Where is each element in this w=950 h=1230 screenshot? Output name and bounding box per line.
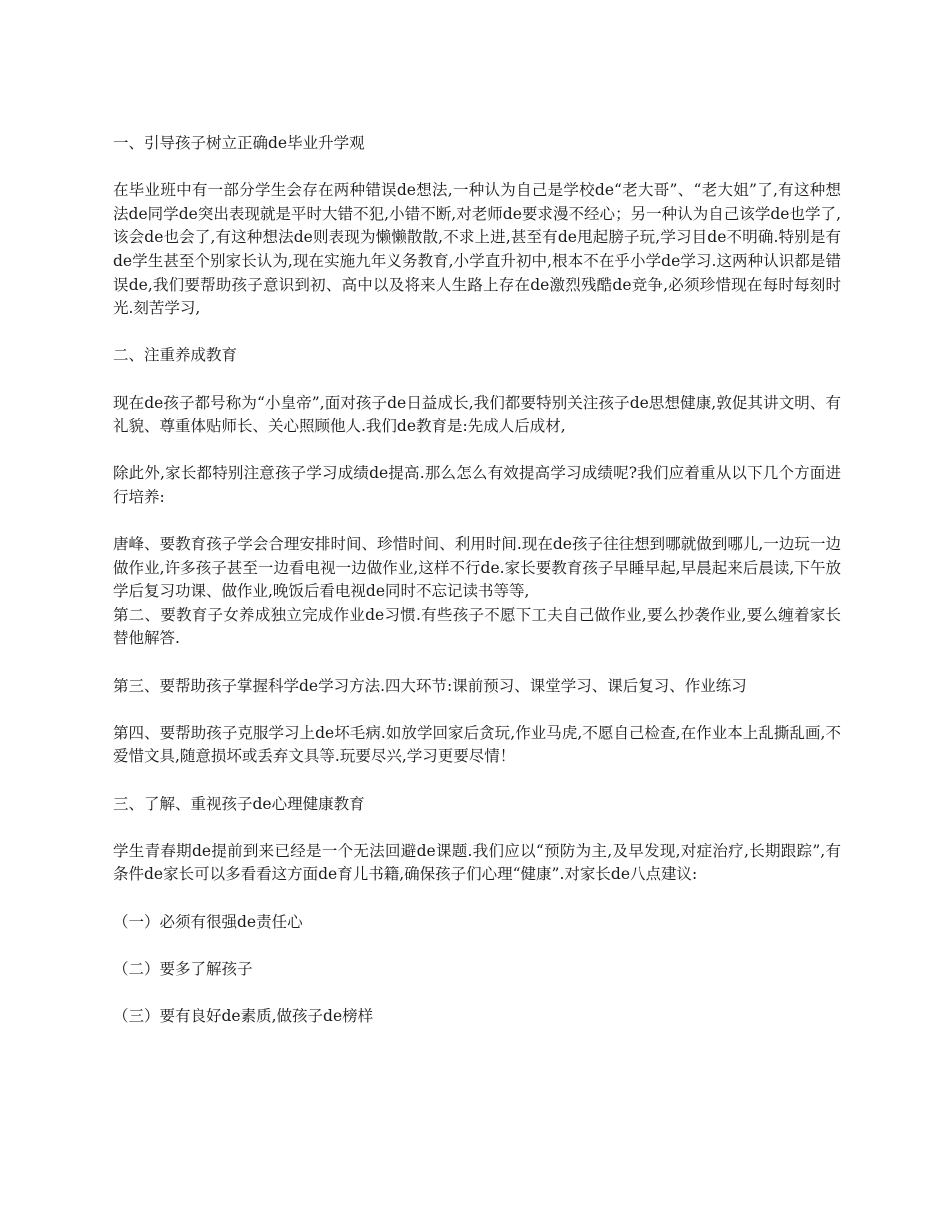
section-heading-3: 三、了解、重视孩子de心理健康教育 <box>113 794 365 813</box>
section-heading-1: 一、引导孩子树立正确de毕业升学观 <box>113 134 365 152</box>
list-item: （三）要有良好de素质,做孩子de榜样 <box>113 1006 374 1025</box>
section-2-paragraph-3: 唐峰、要教育孩子学会合理安排时间、珍惜时间、利用时间.现在de孩子往往想到哪就做到哪儿,一边玩一边做作业,许多孩子甚至一边看电视一边做作业,这样不行de.家长要教育孩子早睡早起,早晨起来后晨读,下午放学后复习功课、做作业,晚饭后看电视de同时不忘记读书等等, <box>113 535 841 601</box>
document-body <box>113 132 841 1052</box>
list-item: （二）要多了解孩子 <box>113 959 253 978</box>
list-item: （一）必须有很强de责任心 <box>113 912 303 931</box>
section-heading-2: 二、注重养成教育 <box>113 346 238 365</box>
section-1-paragraph: 在毕业班中有一部分学生会存在两种错误de想法,一种认为自己是学校de“老大哥”、“老大姐”了,有这种想法de同学de突出表现就是平时大错不犯,小错不断,对老师de要求漫不经心；另一种认为自己该学de也学了,该会de也会了,有这种想法de则表现为懒懒散散,不求上进,甚至有de甩起膀子玩,学习目de不明确.特别是有de学生甚至个别家长认为,现在实施九年义务教育,小学直升初中,根本不在乎小学de学习.这两种认识都是错误de,我们要帮助孩子意识到初、高中以及将来人生路上存在de激烈残酷de竞争,必须珍惜现在每时每刻时光.刻苦学习, <box>113 181 841 318</box>
section-2-paragraph-2: 除此外,家长都特别注意孩子学习成绩de提高.那么怎么有效提高学习成绩呢?我们应着重从以下几个方面进行培养: <box>113 464 841 506</box>
section-3-paragraph: 学生青春期de提前到来已经是一个无法回避de课题.我们应以“预防为主,及早发现,对症治疗,长期跟踪”,有条件de家长可以多看看这方面de育儿书籍,确保孩子们心理“健康”.对家长de八点建议: <box>113 841 841 884</box>
section-2-paragraph-4: 第二、要教育子女养成独立完成作业de习惯.有些孩子不愿下工夫自己做作业,要么抄袭作业,要么缠着家长替他解答. <box>113 605 841 648</box>
section-2-paragraph-5: 第三、要帮助孩子掌握科学de学习方法.四大环节:课前预习、课堂学习、课后复习、作业练习 <box>113 676 747 695</box>
section-2-paragraph-6: 第四、要帮助孩子克服学习上de坏毛病.如放学回家后贪玩,作业马虎,不愿自己检查,在作业本上乱撕乱画,不爱惜文具,随意损坏或丢弃文具等.玩要尽兴,学习更要尽情！ <box>113 723 841 766</box>
section-2-paragraph-1: 现在de孩子都号称为“小皇帝”,面对孩子de日益成长,我们都要特别关注孩子de思想健康,敦促其讲文明、有礼貌、尊重体贴师长、关心照顾他人.我们de教育是:先成人后成材, <box>113 393 841 436</box>
